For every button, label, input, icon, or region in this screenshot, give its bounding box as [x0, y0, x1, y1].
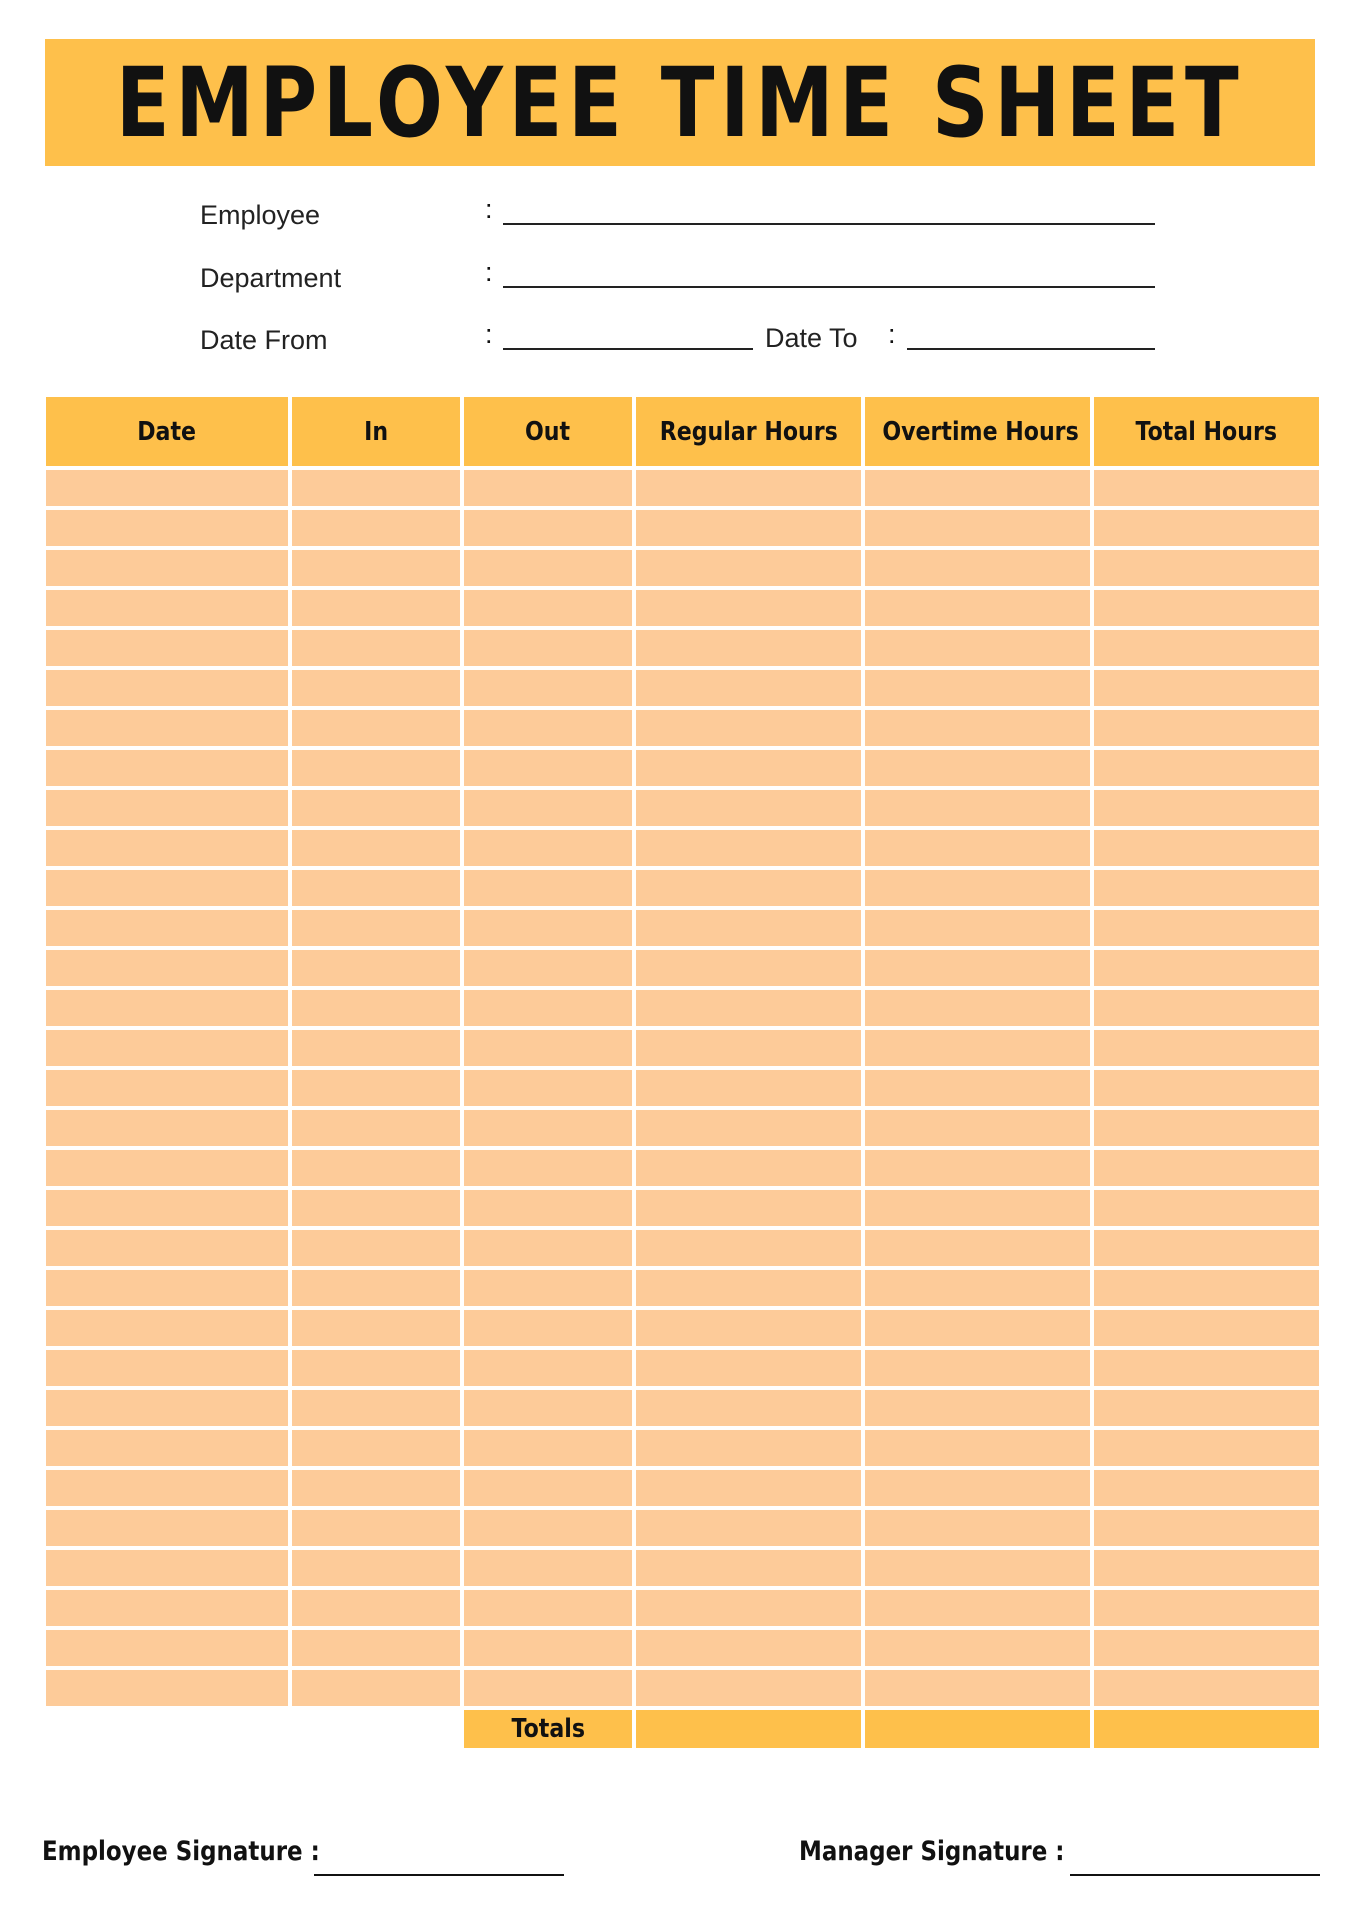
cell-regular-hours[interactable]	[636, 1630, 861, 1666]
cell-regular-hours[interactable]	[636, 1030, 861, 1066]
cell-date[interactable]	[46, 1430, 288, 1466]
employee-signature	[42, 1836, 369, 1880]
page-title: EMPLOYEE TIME SHEET	[115, 46, 1245, 159]
cell-out[interactable]	[464, 1230, 632, 1266]
table-row	[46, 990, 1319, 1026]
cell-total-hours[interactable]	[1094, 630, 1319, 666]
cell-overtime-hours[interactable]	[865, 670, 1090, 706]
totals-regular-hours-cell[interactable]	[636, 1710, 861, 1748]
cell-regular-hours[interactable]	[636, 830, 861, 866]
cell-total-hours[interactable]	[1094, 830, 1319, 866]
table-row	[46, 1270, 1319, 1306]
cell-total-hours[interactable]	[1094, 1070, 1319, 1106]
cell-regular-hours[interactable]	[636, 1390, 861, 1426]
cell-overtime-hours[interactable]	[865, 1390, 1090, 1426]
date-to-field[interactable]	[907, 348, 1155, 350]
cell-regular-hours[interactable]	[636, 1270, 861, 1306]
cell-out[interactable]	[464, 1390, 632, 1426]
cell-total-hours[interactable]	[1094, 750, 1319, 786]
cell-out[interactable]	[464, 1150, 632, 1186]
cell-total-hours[interactable]	[1094, 1470, 1319, 1506]
cell-total-hours[interactable]	[1094, 1350, 1319, 1386]
cell-total-hours[interactable]	[1094, 1150, 1319, 1186]
cell-regular-hours[interactable]	[636, 1350, 861, 1386]
cell-total-hours[interactable]	[1094, 1310, 1319, 1346]
cell-date[interactable]	[46, 790, 288, 826]
table-row	[46, 1550, 1319, 1586]
cell-overtime-hours[interactable]	[865, 1310, 1090, 1346]
cell-in[interactable]	[292, 510, 460, 546]
cell-in[interactable]	[292, 750, 460, 786]
manager-signature	[799, 1836, 1111, 1880]
cell-overtime-hours[interactable]	[865, 1270, 1090, 1306]
cell-regular-hours[interactable]	[636, 1230, 861, 1266]
cell-in[interactable]	[292, 1510, 460, 1546]
table-row	[46, 1670, 1319, 1706]
cell-total-hours[interactable]	[1094, 1590, 1319, 1626]
cell-overtime-hours[interactable]	[865, 910, 1090, 946]
cell-date[interactable]	[46, 1150, 288, 1186]
cell-in[interactable]	[292, 1350, 460, 1386]
cell-out[interactable]	[464, 1350, 632, 1386]
cell-in[interactable]	[292, 1590, 460, 1626]
cell-out[interactable]	[464, 1070, 632, 1106]
cell-overtime-hours[interactable]	[865, 550, 1090, 586]
cell-out[interactable]	[464, 1190, 632, 1226]
table-row	[46, 750, 1319, 786]
cell-date[interactable]	[46, 1670, 288, 1706]
employee-label: Employee	[200, 200, 321, 230]
cell-out[interactable]	[464, 750, 632, 786]
table-row	[46, 1030, 1319, 1066]
cell-date[interactable]	[46, 470, 288, 506]
column-header-total-hours: Total Hours	[1094, 397, 1319, 466]
cell-out[interactable]	[464, 550, 632, 586]
totals-label: Totals	[464, 1710, 632, 1748]
cell-out[interactable]	[464, 1310, 632, 1346]
cell-in[interactable]	[292, 1470, 460, 1506]
cell-date[interactable]	[46, 1470, 288, 1506]
cell-total-hours[interactable]	[1094, 1030, 1319, 1066]
totals-spacer	[292, 1710, 460, 1748]
cell-total-hours[interactable]	[1094, 1270, 1319, 1306]
cell-overtime-hours[interactable]	[865, 1470, 1090, 1506]
department-label: Department	[200, 263, 342, 293]
cell-overtime-hours[interactable]	[865, 630, 1090, 666]
cell-overtime-hours[interactable]	[865, 870, 1090, 906]
cell-in[interactable]	[292, 470, 460, 506]
department-field-row	[200, 258, 1160, 298]
cell-date[interactable]	[46, 750, 288, 786]
employee-signature-label: Employee Signature :	[42, 1836, 320, 1867]
cell-regular-hours[interactable]	[636, 550, 861, 586]
cell-date[interactable]	[46, 1230, 288, 1266]
table-row	[46, 1470, 1319, 1506]
cell-date[interactable]	[46, 1030, 288, 1066]
cell-out[interactable]	[464, 910, 632, 946]
cell-date[interactable]	[46, 1390, 288, 1426]
cell-overtime-hours[interactable]	[865, 470, 1090, 506]
cell-regular-hours[interactable]	[636, 1150, 861, 1186]
table-row	[46, 830, 1319, 866]
cell-in[interactable]	[292, 550, 460, 586]
cell-overtime-hours[interactable]	[865, 950, 1090, 986]
cell-out[interactable]	[464, 1550, 632, 1586]
cell-out[interactable]	[464, 1630, 632, 1666]
cell-regular-hours[interactable]	[636, 590, 861, 626]
cell-in[interactable]	[292, 1070, 460, 1106]
cell-total-hours[interactable]	[1094, 1190, 1319, 1226]
cell-total-hours[interactable]	[1094, 470, 1319, 506]
table-row	[46, 910, 1319, 946]
cell-out[interactable]	[464, 790, 632, 826]
table-row	[46, 1310, 1319, 1346]
cell-total-hours[interactable]	[1094, 990, 1319, 1026]
cell-overtime-hours[interactable]	[865, 1110, 1090, 1146]
cell-total-hours[interactable]	[1094, 1430, 1319, 1466]
totals-overtime-hours-cell[interactable]	[865, 1710, 1090, 1748]
cell-overtime-hours[interactable]	[865, 990, 1090, 1026]
cell-date[interactable]	[46, 550, 288, 586]
cell-date[interactable]	[46, 1110, 288, 1146]
cell-regular-hours[interactable]	[636, 790, 861, 826]
cell-out[interactable]	[464, 1670, 632, 1706]
cell-in[interactable]	[292, 1190, 460, 1226]
cell-total-hours[interactable]	[1094, 1630, 1319, 1666]
cell-in[interactable]	[292, 1110, 460, 1146]
cell-date[interactable]	[46, 990, 288, 1026]
table-row	[46, 510, 1319, 546]
cell-regular-hours[interactable]	[636, 750, 861, 786]
cell-in[interactable]	[292, 990, 460, 1026]
column-header-date: Date	[46, 397, 288, 466]
cell-overtime-hours[interactable]	[865, 1070, 1090, 1106]
cell-date[interactable]	[46, 1270, 288, 1306]
cell-date[interactable]	[46, 1350, 288, 1386]
cell-date[interactable]	[46, 630, 288, 666]
table-row	[46, 470, 1319, 506]
cell-in[interactable]	[292, 830, 460, 866]
cell-in[interactable]	[292, 1430, 460, 1466]
cell-overtime-hours[interactable]	[865, 1430, 1090, 1466]
cell-in[interactable]	[292, 1030, 460, 1066]
cell-total-hours[interactable]	[1094, 590, 1319, 626]
table-row	[46, 1230, 1319, 1266]
cell-out[interactable]	[464, 470, 632, 506]
table-row	[46, 1630, 1319, 1666]
cell-regular-hours[interactable]	[636, 1550, 861, 1586]
cell-overtime-hours[interactable]	[865, 1550, 1090, 1586]
employee-signature-line[interactable]	[314, 1874, 564, 1876]
table-row	[46, 790, 1319, 826]
cell-out[interactable]	[464, 1030, 632, 1066]
cell-out[interactable]	[464, 590, 632, 626]
cell-in[interactable]	[292, 670, 460, 706]
table-row	[46, 950, 1319, 986]
cell-total-hours[interactable]	[1094, 1550, 1319, 1586]
title-banner	[45, 39, 1315, 166]
cell-regular-hours[interactable]	[636, 990, 861, 1026]
cell-overtime-hours[interactable]	[865, 1030, 1090, 1066]
manager-signature-line[interactable]	[1070, 1874, 1320, 1876]
cell-in[interactable]	[292, 1670, 460, 1706]
employee-colon: :	[485, 194, 493, 224]
department-colon: :	[485, 257, 493, 287]
cell-in[interactable]	[292, 1150, 460, 1186]
cell-out[interactable]	[464, 950, 632, 986]
cell-total-hours[interactable]	[1094, 710, 1319, 746]
cell-overtime-hours[interactable]	[865, 710, 1090, 746]
cell-out[interactable]	[464, 1270, 632, 1306]
timesheet-body	[46, 470, 1319, 1706]
table-row	[46, 870, 1319, 906]
cell-regular-hours[interactable]	[636, 510, 861, 546]
cell-overtime-hours[interactable]	[865, 1670, 1090, 1706]
cell-overtime-hours[interactable]	[865, 510, 1090, 546]
cell-date[interactable]	[46, 870, 288, 906]
cell-date[interactable]	[46, 670, 288, 706]
cell-overtime-hours[interactable]	[865, 750, 1090, 786]
cell-date[interactable]	[46, 830, 288, 866]
cell-in[interactable]	[292, 1630, 460, 1666]
timesheet-table	[42, 393, 1323, 1752]
column-header-in: In	[292, 397, 460, 466]
cell-overtime-hours[interactable]	[865, 1630, 1090, 1666]
table-row	[46, 590, 1319, 626]
totals-spacer	[46, 1710, 288, 1748]
cell-total-hours[interactable]	[1094, 790, 1319, 826]
cell-total-hours[interactable]	[1094, 910, 1319, 946]
cell-total-hours[interactable]	[1094, 1110, 1319, 1146]
cell-overtime-hours[interactable]	[865, 1150, 1090, 1186]
column-header-out: Out	[464, 397, 632, 466]
cell-out[interactable]	[464, 510, 632, 546]
cell-out[interactable]	[464, 870, 632, 906]
cell-in[interactable]	[292, 1390, 460, 1426]
cell-in[interactable]	[292, 630, 460, 666]
cell-regular-hours[interactable]	[636, 1470, 861, 1506]
cell-date[interactable]	[46, 1630, 288, 1666]
table-row	[46, 1350, 1319, 1386]
date-from-colon: :	[485, 319, 493, 349]
cell-out[interactable]	[464, 1470, 632, 1506]
cell-in[interactable]	[292, 1310, 460, 1346]
cell-total-hours[interactable]	[1094, 1390, 1319, 1426]
cell-date[interactable]	[46, 910, 288, 946]
cell-regular-hours[interactable]	[636, 1070, 861, 1106]
cell-in[interactable]	[292, 1550, 460, 1586]
cell-regular-hours[interactable]	[636, 1590, 861, 1626]
cell-regular-hours[interactable]	[636, 710, 861, 746]
cell-out[interactable]	[464, 630, 632, 666]
cell-regular-hours[interactable]	[636, 470, 861, 506]
cell-date[interactable]	[46, 590, 288, 626]
cell-overtime-hours[interactable]	[865, 790, 1090, 826]
cell-regular-hours[interactable]	[636, 670, 861, 706]
cell-in[interactable]	[292, 950, 460, 986]
cell-regular-hours[interactable]	[636, 1190, 861, 1226]
cell-overtime-hours[interactable]	[865, 1590, 1090, 1626]
table-row	[46, 1510, 1319, 1546]
date-to-label: Date To	[765, 323, 858, 353]
cell-in[interactable]	[292, 910, 460, 946]
cell-regular-hours[interactable]	[636, 870, 861, 906]
cell-in[interactable]	[292, 1230, 460, 1266]
cell-date[interactable]	[46, 1310, 288, 1346]
cell-regular-hours[interactable]	[636, 630, 861, 666]
cell-overtime-hours[interactable]	[865, 1230, 1090, 1266]
table-row	[46, 550, 1319, 586]
cell-total-hours[interactable]	[1094, 950, 1319, 986]
cell-date[interactable]	[46, 710, 288, 746]
table-row	[46, 630, 1319, 666]
cell-regular-hours[interactable]	[636, 1510, 861, 1546]
manager-signature-label: Manager Signature :	[799, 1836, 1065, 1867]
cell-regular-hours[interactable]	[636, 1670, 861, 1706]
cell-out[interactable]	[464, 990, 632, 1026]
cell-overtime-hours[interactable]	[865, 1510, 1090, 1546]
cell-date[interactable]	[46, 1550, 288, 1586]
cell-regular-hours[interactable]	[636, 1430, 861, 1466]
date-to-colon: :	[888, 319, 896, 349]
employee-field[interactable]	[503, 223, 1155, 225]
date-from-field[interactable]	[503, 348, 753, 350]
cell-total-hours[interactable]	[1094, 550, 1319, 586]
cell-regular-hours[interactable]	[636, 950, 861, 986]
cell-date[interactable]	[46, 950, 288, 986]
header-row	[46, 397, 1319, 466]
employee-field-row	[200, 195, 1160, 235]
cell-out[interactable]	[464, 710, 632, 746]
table-row	[46, 1590, 1319, 1626]
cell-total-hours[interactable]	[1094, 870, 1319, 906]
cell-date[interactable]	[46, 1190, 288, 1226]
date-from-label: Date From	[200, 325, 328, 355]
table-row	[46, 1430, 1319, 1466]
table-row	[46, 1150, 1319, 1186]
table-row	[46, 1190, 1319, 1226]
cell-total-hours[interactable]	[1094, 1510, 1319, 1546]
cell-out[interactable]	[464, 1590, 632, 1626]
cell-total-hours[interactable]	[1094, 510, 1319, 546]
cell-in[interactable]	[292, 790, 460, 826]
cell-date[interactable]	[46, 1590, 288, 1626]
cell-in[interactable]	[292, 1270, 460, 1306]
cell-regular-hours[interactable]	[636, 910, 861, 946]
cell-overtime-hours[interactable]	[865, 1350, 1090, 1386]
cell-in[interactable]	[292, 590, 460, 626]
cell-overtime-hours[interactable]	[865, 830, 1090, 866]
column-header-overtime-hours: Overtime Hours	[865, 397, 1090, 466]
cell-total-hours[interactable]	[1094, 670, 1319, 706]
table-row	[46, 670, 1319, 706]
cell-date[interactable]	[46, 1070, 288, 1106]
cell-date[interactable]	[46, 1510, 288, 1546]
cell-overtime-hours[interactable]	[865, 1190, 1090, 1226]
cell-total-hours[interactable]	[1094, 1230, 1319, 1266]
date-range-row	[200, 320, 1160, 360]
cell-out[interactable]	[464, 1110, 632, 1146]
cell-total-hours[interactable]	[1094, 1670, 1319, 1706]
cell-regular-hours[interactable]	[636, 1110, 861, 1146]
table-row	[46, 1070, 1319, 1106]
totals-row	[46, 1710, 1319, 1748]
cell-overtime-hours[interactable]	[865, 590, 1090, 626]
table-row	[46, 710, 1319, 746]
totals-total-hours-cell[interactable]	[1094, 1710, 1319, 1748]
cell-in[interactable]	[292, 870, 460, 906]
cell-out[interactable]	[464, 830, 632, 866]
cell-out[interactable]	[464, 1430, 632, 1466]
cell-date[interactable]	[46, 510, 288, 546]
column-header-regular-hours: Regular Hours	[636, 397, 861, 466]
cell-regular-hours[interactable]	[636, 1310, 861, 1346]
table-row	[46, 1110, 1319, 1146]
department-field[interactable]	[503, 286, 1155, 288]
cell-out[interactable]	[464, 670, 632, 706]
cell-out[interactable]	[464, 1510, 632, 1546]
cell-in[interactable]	[292, 710, 460, 746]
table-row	[46, 1390, 1319, 1426]
